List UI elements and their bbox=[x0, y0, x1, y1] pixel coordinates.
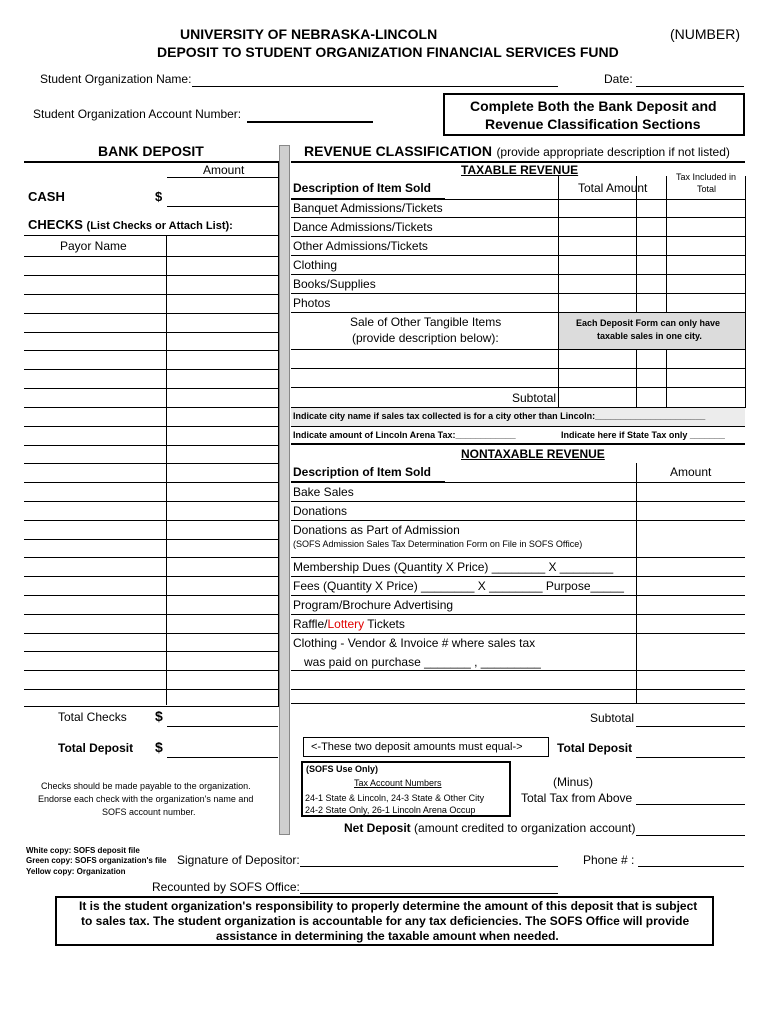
check-row[interactable] bbox=[24, 539, 278, 540]
one-city-note-1: Each Deposit Form can only have bbox=[576, 318, 721, 328]
form-title: DEPOSIT TO STUDENT ORGANIZATION FINANCIAL SERVICES FUND bbox=[157, 44, 619, 60]
revenue-heading: REVENUE CLASSIFICATION bbox=[304, 143, 492, 159]
nontaxable-revenue-title: NONTAXABLE REVENUE bbox=[461, 447, 605, 461]
nontaxable-description-header: Description of Item Sold bbox=[293, 465, 432, 479]
check-row[interactable] bbox=[24, 294, 278, 295]
responsibility-line-3: assistance in determining the taxable amount when needed. bbox=[216, 929, 559, 943]
minus-label: (Minus) bbox=[553, 775, 594, 789]
copy-green: Green copy: SOFS organization's file bbox=[26, 856, 167, 865]
tangible-items-note: (provide description below): bbox=[352, 331, 499, 345]
net-deposit-line bbox=[344, 821, 635, 835]
responsibility-notice bbox=[55, 896, 714, 946]
check-row[interactable] bbox=[24, 426, 278, 427]
nontax-item: Donations bbox=[293, 504, 348, 518]
net-deposit-field[interactable] bbox=[636, 835, 745, 836]
total-deposit-label: Total Deposit bbox=[58, 741, 134, 755]
clothing-vendor-line: Clothing - Vendor & Invoice # where sales tax bbox=[293, 636, 536, 650]
check-row[interactable] bbox=[24, 407, 278, 408]
raffle-text-lottery: Lottery bbox=[327, 617, 365, 631]
payable-note-2: Endorse each check with the organization's name and bbox=[38, 794, 254, 804]
payor-name-label: Payor Name bbox=[60, 239, 127, 253]
checks-note: (List Checks or Attach List): bbox=[86, 220, 233, 232]
tax-included-label-2: Total bbox=[697, 184, 717, 194]
sofs-use-label: (SOFS Use Only) bbox=[306, 764, 379, 774]
fees-line[interactable]: Fees (Quantity X Price) ________ X ________ Purpose_____ bbox=[293, 579, 624, 593]
nontax-row[interactable] bbox=[291, 689, 745, 690]
total-deposit-field[interactable] bbox=[167, 757, 278, 758]
sofs-use-box bbox=[301, 761, 511, 817]
checks-rule bbox=[24, 235, 278, 236]
total-tax-label: Total Tax from Above bbox=[521, 791, 633, 805]
responsibility-line-1: It is the student organization's responsibility to properly determine the amount of this deposit that is subject bbox=[79, 899, 698, 913]
taxable-item: Clothing bbox=[293, 258, 338, 272]
payor-amount-divider bbox=[166, 235, 167, 705]
section-divider bbox=[279, 145, 290, 835]
paid-on-purchase-line[interactable]: was paid on purchase _______ , _________ bbox=[304, 655, 541, 669]
cash-amount-field[interactable] bbox=[167, 206, 278, 207]
nontax-row[interactable] bbox=[291, 614, 745, 615]
university-name: UNIVERSITY OF NEBRASKA-LINCOLN bbox=[180, 26, 438, 42]
notice-box bbox=[443, 93, 745, 136]
check-row[interactable] bbox=[24, 651, 278, 652]
nontax-row[interactable] bbox=[291, 633, 745, 634]
payable-note-3: SOFS account number. bbox=[102, 807, 196, 817]
nontax-item: Donations as Part of Admission bbox=[293, 523, 460, 537]
check-row[interactable] bbox=[24, 670, 278, 671]
tangible-items-label: Sale of Other Tangible Items bbox=[350, 315, 502, 329]
check-row[interactable] bbox=[24, 595, 278, 596]
arena-tax-note[interactable]: Indicate amount of Lincoln Arena Tax:____________ bbox=[293, 430, 516, 440]
total-checks-dollar: $ bbox=[155, 708, 163, 724]
nontax-row[interactable] bbox=[291, 595, 745, 596]
check-row[interactable] bbox=[24, 633, 278, 634]
check-row[interactable] bbox=[24, 332, 278, 333]
taxable-row bbox=[291, 199, 745, 200]
taxable-bottom-rule bbox=[291, 443, 745, 445]
rev-total-deposit-field[interactable] bbox=[636, 757, 745, 758]
taxable-description-header: Description of Item Sold bbox=[293, 181, 432, 195]
check-row[interactable] bbox=[24, 501, 278, 502]
check-row[interactable] bbox=[24, 520, 278, 521]
raffle-line bbox=[293, 617, 405, 631]
taxable-row[interactable] bbox=[291, 293, 745, 294]
nontax-col-divider bbox=[636, 463, 637, 703]
check-row[interactable] bbox=[24, 689, 278, 690]
taxable-row[interactable] bbox=[291, 368, 745, 369]
taxable-item: Dance Admissions/Tickets bbox=[293, 220, 433, 234]
taxable-subtotal-label: Subtotal bbox=[512, 391, 557, 405]
org-name-field[interactable] bbox=[192, 86, 558, 87]
check-row[interactable] bbox=[24, 576, 278, 577]
total-checks-label: Total Checks bbox=[58, 710, 127, 724]
payable-note-1: Checks should be made payable to the organization. bbox=[41, 781, 251, 791]
taxable-right-edge bbox=[745, 176, 746, 408]
net-deposit-label: Net Deposit bbox=[344, 821, 411, 835]
check-row[interactable] bbox=[24, 482, 278, 483]
revenue-heading-row bbox=[304, 143, 730, 161]
check-row[interactable] bbox=[24, 706, 278, 707]
check-row[interactable] bbox=[24, 614, 278, 615]
one-city-note-2: taxable sales in one city. bbox=[597, 331, 702, 341]
total-tax-field[interactable] bbox=[636, 804, 745, 805]
membership-dues-line[interactable]: Membership Dues (Quantity X Price) ________ X ________ bbox=[293, 560, 614, 574]
phone-field[interactable] bbox=[638, 866, 744, 867]
program-advertising-line: Program/Brochure Advertising bbox=[293, 598, 454, 612]
form-number: (NUMBER) bbox=[670, 26, 740, 42]
copy-yellow: Yellow copy: Organization bbox=[26, 867, 126, 876]
signature-label: Signature of Depositor: bbox=[177, 853, 300, 867]
taxable-row[interactable] bbox=[291, 217, 745, 218]
taxable-row[interactable] bbox=[291, 236, 745, 237]
total-amount-header: Total Amount bbox=[578, 181, 648, 195]
equal-note: <-These two deposit amounts must equal-> bbox=[311, 741, 523, 753]
taxable-revenue-title: TAXABLE REVENUE bbox=[461, 163, 579, 177]
taxable-col-divider-2 bbox=[636, 176, 637, 408]
net-deposit-note: (amount credited to organization account) bbox=[410, 821, 636, 835]
nontax-subtotal-field[interactable] bbox=[636, 726, 745, 727]
account-number-field[interactable] bbox=[247, 121, 373, 123]
recounted-field[interactable] bbox=[300, 893, 558, 894]
check-row[interactable] bbox=[24, 388, 278, 389]
phone-label: Phone # : bbox=[583, 853, 635, 867]
nontax-row[interactable] bbox=[291, 557, 745, 558]
check-row[interactable] bbox=[24, 369, 278, 370]
state-tax-note[interactable]: Indicate here if State Tax only _______ bbox=[561, 430, 725, 440]
taxable-col-divider-3 bbox=[666, 176, 667, 408]
tax-account-numbers-label: Tax Account Numbers bbox=[354, 778, 442, 788]
taxable-item: Other Admissions/Tickets bbox=[293, 239, 428, 253]
check-row[interactable] bbox=[24, 275, 278, 276]
check-row[interactable] bbox=[24, 350, 278, 351]
cash-label: CASH bbox=[28, 189, 65, 204]
equal-note-box bbox=[303, 737, 549, 757]
raffle-text-c: Tickets bbox=[364, 617, 405, 631]
copy-white: White copy: SOFS deposit file bbox=[26, 846, 140, 855]
check-row[interactable] bbox=[24, 445, 278, 446]
total-deposit-dollar: $ bbox=[155, 739, 163, 755]
taxable-item: Books/Supplies bbox=[293, 277, 376, 291]
amount-rule bbox=[167, 177, 278, 178]
taxable-row[interactable] bbox=[291, 349, 745, 350]
taxable-col-divider-1 bbox=[558, 176, 559, 408]
nontaxable-amount-header: Amount bbox=[670, 465, 712, 479]
signature-field[interactable] bbox=[300, 866, 558, 867]
date-label: Date: bbox=[604, 72, 633, 86]
taxable-item: Photos bbox=[293, 296, 331, 310]
nontax-row bbox=[291, 482, 745, 483]
total-checks-field[interactable] bbox=[167, 726, 278, 727]
nontax-item: Bake Sales bbox=[293, 485, 354, 499]
nontax-subtotal-label: Subtotal bbox=[590, 711, 635, 725]
city-note-rule bbox=[291, 426, 745, 427]
sofs-form-note: (SOFS Admission Sales Tax Determination Form on File in SOFS Office) bbox=[293, 539, 583, 549]
check-row[interactable] bbox=[24, 313, 278, 314]
revenue-heading-note: (provide appropriate description if not listed) bbox=[496, 145, 730, 159]
nontax-row[interactable] bbox=[291, 520, 745, 521]
nontax-row[interactable] bbox=[291, 501, 745, 502]
cash-dollar: $ bbox=[155, 189, 163, 204]
raffle-text-a: Raffle/ bbox=[293, 617, 328, 631]
check-row[interactable] bbox=[24, 557, 278, 558]
account-number-label: Student Organization Account Number: bbox=[33, 107, 242, 121]
bank-deposit-heading: BANK DEPOSIT bbox=[98, 143, 204, 159]
city-name-note[interactable]: Indicate city name if sales tax collected is for a city other than Lincoln:______________________ bbox=[293, 411, 706, 421]
tax-account-line-2: 24-2 State Only, 26-1 Lincoln Arena Occup bbox=[305, 805, 476, 815]
one-city-note-box bbox=[559, 313, 745, 349]
taxable-row[interactable] bbox=[291, 255, 745, 256]
taxable-item: Banquet Admissions/Tickets bbox=[293, 201, 443, 215]
nontax-row[interactable] bbox=[291, 703, 745, 704]
tax-account-line-1: 24-1 State & Lincoln, 24-3 State & Other City bbox=[305, 793, 485, 803]
recounted-label: Recounted by SOFS Office: bbox=[152, 880, 300, 894]
tax-included-label-1: Tax Included in bbox=[676, 172, 737, 182]
nontax-row[interactable] bbox=[291, 670, 745, 671]
nontax-row[interactable] bbox=[291, 576, 745, 577]
amount-label: Amount bbox=[203, 163, 245, 177]
check-row[interactable] bbox=[24, 256, 278, 257]
notice-line-1: Complete Both the Bank Deposit and bbox=[470, 98, 717, 114]
org-name-label: Student Organization Name: bbox=[40, 72, 192, 86]
checks-label: CHECKS bbox=[28, 217, 83, 232]
taxable-row[interactable] bbox=[291, 274, 745, 275]
rev-total-deposit-label: Total Deposit bbox=[557, 741, 633, 755]
checks-heading bbox=[28, 217, 233, 232]
responsibility-line-2: to sales tax. The student organization is accountable for any tax deficiencies. The SOFS Office will provide bbox=[81, 914, 690, 928]
taxable-row[interactable] bbox=[291, 387, 745, 388]
notice-line-2: Revenue Classification Sections bbox=[485, 116, 701, 132]
date-field[interactable] bbox=[636, 86, 744, 87]
check-row[interactable] bbox=[24, 463, 278, 464]
